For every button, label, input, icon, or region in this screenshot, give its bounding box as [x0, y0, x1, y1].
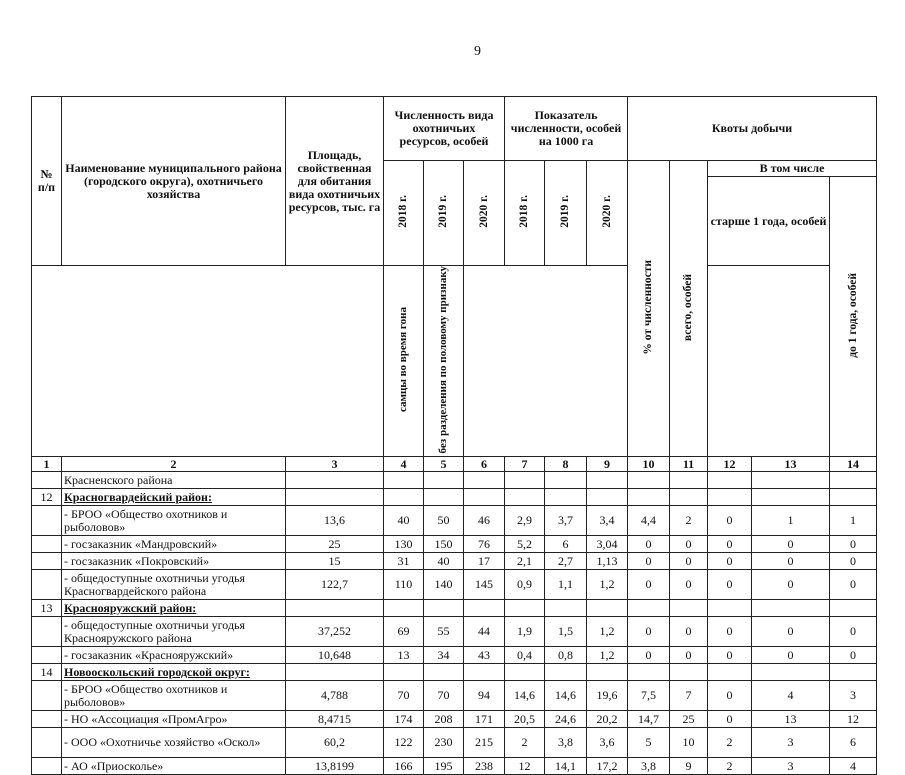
- cell-col-5: 150: [424, 536, 464, 553]
- cell-col-10: 14,7: [628, 711, 670, 728]
- header-dens-2018: 2018 г.: [505, 161, 545, 266]
- cell-col-4: 174: [384, 711, 424, 728]
- hunting-ground-name: - БРОО «Общество охотников и рыболовов»: [62, 506, 286, 536]
- column-number-13: 13: [752, 457, 830, 472]
- page-number: 9: [474, 44, 481, 59]
- cell-col-10: [628, 472, 670, 489]
- cell-col-8: 14,1: [545, 758, 587, 775]
- table-row: [32, 472, 877, 489]
- row-number: [32, 472, 62, 489]
- column-number-9: 9: [587, 457, 628, 472]
- table-row: [32, 553, 877, 570]
- header-pop-2020: 2020 г.: [464, 161, 505, 266]
- cell-col-8: 14,6: [545, 681, 587, 711]
- cell-col-5: 55: [424, 617, 464, 647]
- cell-col-14: 1: [830, 506, 877, 536]
- header-no-sex: без разделения по половому признаку: [424, 266, 464, 457]
- table-row: [32, 536, 877, 553]
- cell-col-6: 44: [464, 617, 505, 647]
- cell-col-14: [830, 472, 877, 489]
- cell-col-13: 0: [752, 570, 830, 600]
- cell-col-12: 2: [708, 758, 752, 775]
- cell-col-5: 140: [424, 570, 464, 600]
- cell-col-14: [830, 600, 877, 617]
- cell-col-9: 19,6: [587, 681, 628, 711]
- column-number-4: 4: [384, 457, 424, 472]
- cell-col-7: 14,6: [505, 681, 545, 711]
- column-number-10: 10: [628, 457, 670, 472]
- hunting-ground-name: - ООО «Охотничье хозяйство «Оскол»: [62, 728, 286, 758]
- cell-col-4: 13: [384, 647, 424, 664]
- cell-col-6: [464, 664, 505, 681]
- cell-col-4: 122: [384, 728, 424, 758]
- header-num: № п/п: [32, 97, 62, 266]
- cell-col-9: 17,2: [587, 758, 628, 775]
- district-name: Краснояружский район:: [62, 600, 286, 617]
- cell-col-5: 230: [424, 728, 464, 758]
- column-number-2: 2: [62, 457, 286, 472]
- cell-col-6: [464, 600, 505, 617]
- cell-col-12: 0: [708, 536, 752, 553]
- cell-col-13: 4: [752, 681, 830, 711]
- row-number: [32, 553, 62, 570]
- cell-col-7: 5,2: [505, 536, 545, 553]
- cell-col-3: 25: [286, 536, 384, 553]
- cell-col-14: [830, 664, 877, 681]
- cell-col-13: 0: [752, 536, 830, 553]
- cell-col-14: 0: [830, 570, 877, 600]
- cell-col-4: [384, 600, 424, 617]
- hunting-ground-name: - общедоступные охотничьи угодья Красногвардейского района: [62, 570, 286, 600]
- header-pct: % от численности: [628, 161, 670, 457]
- cell-col-13: 0: [752, 617, 830, 647]
- cell-col-10: 0: [628, 536, 670, 553]
- column-number-11: 11: [670, 457, 708, 472]
- district-row: [32, 664, 877, 681]
- cell-col-7: 2,1: [505, 553, 545, 570]
- cell-col-6: [464, 489, 505, 506]
- cell-col-5: 40: [424, 553, 464, 570]
- column-number-8: 8: [545, 457, 587, 472]
- cell-col-8: [545, 489, 587, 506]
- cell-col-4: [384, 664, 424, 681]
- cell-col-8: 2,7: [545, 553, 587, 570]
- header-dens-2019: 2019 г.: [545, 161, 587, 266]
- row-number: [32, 758, 62, 775]
- cell-col-7: [505, 664, 545, 681]
- cell-col-10: 5: [628, 728, 670, 758]
- header-including: В том числе: [708, 161, 877, 177]
- cell-col-6: [464, 472, 505, 489]
- cell-col-14: 0: [830, 553, 877, 570]
- cell-col-3: [286, 489, 384, 506]
- row-number: 12: [32, 489, 62, 506]
- row-number: 13: [32, 600, 62, 617]
- cell-col-6: 17: [464, 553, 505, 570]
- cell-col-6: 215: [464, 728, 505, 758]
- hunting-ground-name: - БРОО «Общество охотников и рыболовов»: [62, 681, 286, 711]
- cell-col-5: 70: [424, 681, 464, 711]
- table-row: [32, 506, 877, 536]
- header-area: Площадь, свойственная для обитания вида охотничьих ресурсов, тыс. га: [286, 97, 384, 266]
- cell-col-12: 0: [708, 711, 752, 728]
- cell-col-14: [830, 489, 877, 506]
- cell-col-8: 0,8: [545, 647, 587, 664]
- cell-col-7: [505, 600, 545, 617]
- cell-col-10: 0: [628, 553, 670, 570]
- cell-col-6: 238: [464, 758, 505, 775]
- cell-col-7: 0,4: [505, 647, 545, 664]
- cell-col-5: 50: [424, 506, 464, 536]
- table-row: [32, 728, 877, 758]
- cell-col-10: [628, 489, 670, 506]
- cell-col-9: 1,2: [587, 617, 628, 647]
- cell-col-11: 0: [670, 536, 708, 553]
- cell-col-14: 0: [830, 617, 877, 647]
- cell-col-8: [545, 472, 587, 489]
- cell-col-10: [628, 600, 670, 617]
- header-total: всего, особей: [670, 161, 708, 457]
- header-quotas: Квоты добычи: [628, 97, 877, 161]
- column-number-6: 6: [464, 457, 505, 472]
- cell-col-7: 2: [505, 728, 545, 758]
- cell-col-5: [424, 664, 464, 681]
- column-number-3: 3: [286, 457, 384, 472]
- cell-col-4: 110: [384, 570, 424, 600]
- hunting-ground-name: - АО «Приосколье»: [62, 758, 286, 775]
- cell-col-14: 3: [830, 681, 877, 711]
- cell-col-7: 20,5: [505, 711, 545, 728]
- cell-col-12: 2: [708, 728, 752, 758]
- cell-col-5: [424, 600, 464, 617]
- cell-col-3: 10,648: [286, 647, 384, 664]
- district-name: Новооскольский городской округ:: [62, 664, 286, 681]
- cell-col-12: [708, 489, 752, 506]
- cell-col-11: 9: [670, 758, 708, 775]
- cell-col-9: [587, 472, 628, 489]
- table-row: [32, 570, 877, 600]
- cell-col-4: [384, 472, 424, 489]
- header-pop-2018: 2018 г.: [384, 161, 424, 266]
- hunting-ground-name: Красненского района: [62, 472, 286, 489]
- cell-col-9: [587, 489, 628, 506]
- cell-col-3: 15: [286, 553, 384, 570]
- cell-col-4: 40: [384, 506, 424, 536]
- table-row: [32, 647, 877, 664]
- table-row: [32, 711, 877, 728]
- header-under-one: до 1 года, особей: [830, 177, 877, 457]
- cell-col-6: 76: [464, 536, 505, 553]
- cell-col-13: [752, 472, 830, 489]
- cell-col-7: [505, 489, 545, 506]
- cell-col-12: 0: [708, 570, 752, 600]
- cell-col-14: 12: [830, 711, 877, 728]
- cell-col-11: 10: [670, 728, 708, 758]
- cell-col-3: 4,788: [286, 681, 384, 711]
- cell-col-12: 0: [708, 681, 752, 711]
- cell-col-9: 3,4: [587, 506, 628, 536]
- cell-col-9: 1,2: [587, 570, 628, 600]
- cell-col-8: 1,5: [545, 617, 587, 647]
- header-population: Численность вида охотничьих ресурсов, особей: [384, 97, 505, 161]
- cell-col-13: 3: [752, 728, 830, 758]
- cell-col-10: 0: [628, 617, 670, 647]
- header-name: Наименование муниципального района (городского округа), охотничьего хозяйства: [62, 97, 286, 266]
- header-males: самцы во время гона: [384, 266, 424, 457]
- cell-col-11: [670, 489, 708, 506]
- cell-col-5: 208: [424, 711, 464, 728]
- cell-col-12: 0: [708, 553, 752, 570]
- cell-col-11: 0: [670, 553, 708, 570]
- column-number-1: 1: [32, 457, 62, 472]
- cell-col-11: 0: [670, 570, 708, 600]
- cell-col-7: 1,9: [505, 617, 545, 647]
- row-number: [32, 647, 62, 664]
- cell-col-5: [424, 489, 464, 506]
- cell-col-3: [286, 600, 384, 617]
- cell-col-7: 12: [505, 758, 545, 775]
- cell-col-6: 171: [464, 711, 505, 728]
- hunting-quota-table: [31, 96, 877, 775]
- cell-col-8: 1,1: [545, 570, 587, 600]
- cell-col-12: 0: [708, 617, 752, 647]
- cell-col-11: 0: [670, 617, 708, 647]
- column-number-row: [32, 457, 877, 472]
- hunting-ground-name: - госзаказник «Мандровский»: [62, 536, 286, 553]
- cell-col-12: [708, 600, 752, 617]
- hunting-ground-name: - госзаказник «Покровский»: [62, 553, 286, 570]
- cell-col-4: [384, 489, 424, 506]
- cell-col-5: 195: [424, 758, 464, 775]
- cell-col-11: 0: [670, 647, 708, 664]
- cell-col-10: [628, 664, 670, 681]
- cell-col-4: 69: [384, 617, 424, 647]
- table-row: [32, 681, 877, 711]
- district-name: Красногвардейский район:: [62, 489, 286, 506]
- header-dens-2020: 2020 г.: [587, 161, 628, 266]
- cell-col-13: [752, 489, 830, 506]
- cell-col-9: 1,2: [587, 647, 628, 664]
- column-number-12: 12: [708, 457, 752, 472]
- cell-col-3: 13,6: [286, 506, 384, 536]
- cell-col-13: 0: [752, 647, 830, 664]
- cell-col-12: 0: [708, 647, 752, 664]
- cell-col-9: 1,13: [587, 553, 628, 570]
- cell-col-10: 0: [628, 647, 670, 664]
- header-over-one-year: старше 1 года, особей: [708, 177, 830, 266]
- row-number: [32, 570, 62, 600]
- hunting-ground-name: - госзаказник «Краснояружский»: [62, 647, 286, 664]
- cell-col-11: 7: [670, 681, 708, 711]
- row-number: [32, 506, 62, 536]
- row-number: [32, 617, 62, 647]
- header-pop-2019: 2019 г.: [424, 161, 464, 266]
- row-number: [32, 536, 62, 553]
- column-number-7: 7: [505, 457, 545, 472]
- cell-col-8: 6: [545, 536, 587, 553]
- cell-col-11: 25: [670, 711, 708, 728]
- row-number: 14: [32, 664, 62, 681]
- cell-col-14: 0: [830, 647, 877, 664]
- table-body: [32, 472, 877, 775]
- cell-col-6: 46: [464, 506, 505, 536]
- cell-col-3: [286, 472, 384, 489]
- cell-col-10: 0: [628, 570, 670, 600]
- row-number: [32, 728, 62, 758]
- cell-col-3: 13,8199: [286, 758, 384, 775]
- cell-col-11: 2: [670, 506, 708, 536]
- cell-col-7: [505, 472, 545, 489]
- cell-col-3: 60,2: [286, 728, 384, 758]
- cell-col-8: [545, 600, 587, 617]
- cell-col-3: [286, 664, 384, 681]
- cell-col-8: 3,7: [545, 506, 587, 536]
- district-row: [32, 600, 877, 617]
- cell-col-6: 94: [464, 681, 505, 711]
- cell-col-11: [670, 472, 708, 489]
- cell-col-8: 3,8: [545, 728, 587, 758]
- cell-col-9: 3,6: [587, 728, 628, 758]
- cell-col-8: [545, 664, 587, 681]
- cell-col-14: 0: [830, 536, 877, 553]
- table-row: [32, 758, 877, 775]
- cell-col-4: 70: [384, 681, 424, 711]
- cell-col-12: 0: [708, 506, 752, 536]
- cell-col-9: [587, 600, 628, 617]
- cell-col-5: [424, 472, 464, 489]
- column-number-5: 5: [424, 457, 464, 472]
- cell-col-3: 8,4715: [286, 711, 384, 728]
- cell-col-10: 7,5: [628, 681, 670, 711]
- cell-col-7: 2,9: [505, 506, 545, 536]
- cell-col-12: [708, 472, 752, 489]
- district-row: [32, 489, 877, 506]
- cell-col-14: 6: [830, 728, 877, 758]
- cell-col-13: 0: [752, 553, 830, 570]
- cell-col-13: 3: [752, 758, 830, 775]
- cell-col-9: 20,2: [587, 711, 628, 728]
- row-number: [32, 711, 62, 728]
- cell-col-6: 43: [464, 647, 505, 664]
- cell-col-5: 34: [424, 647, 464, 664]
- cell-col-4: 130: [384, 536, 424, 553]
- cell-col-6: 145: [464, 570, 505, 600]
- hunting-ground-name: - НО «Ассоциация «ПромАгро»: [62, 711, 286, 728]
- cell-col-10: 4,4: [628, 506, 670, 536]
- cell-col-3: 122,7: [286, 570, 384, 600]
- cell-col-11: [670, 600, 708, 617]
- cell-col-7: 0,9: [505, 570, 545, 600]
- cell-col-13: 13: [752, 711, 830, 728]
- cell-col-10: 3,8: [628, 758, 670, 775]
- cell-col-13: 1: [752, 506, 830, 536]
- cell-col-11: [670, 664, 708, 681]
- cell-col-8: 24,6: [545, 711, 587, 728]
- header-density: Показатель численности, особей на 1000 га: [505, 97, 628, 161]
- cell-col-14: 4: [830, 758, 877, 775]
- cell-col-4: 166: [384, 758, 424, 775]
- cell-col-9: [587, 664, 628, 681]
- cell-col-12: [708, 664, 752, 681]
- cell-col-13: [752, 600, 830, 617]
- cell-col-9: 3,04: [587, 536, 628, 553]
- cell-col-13: [752, 664, 830, 681]
- cell-col-4: 31: [384, 553, 424, 570]
- row-number: [32, 681, 62, 711]
- cell-col-3: 37,252: [286, 617, 384, 647]
- column-number-14: 14: [830, 457, 877, 472]
- hunting-ground-name: - общедоступные охотничьи угодья Краснояружского района: [62, 617, 286, 647]
- table-row: [32, 617, 877, 647]
- header-spacer: [32, 266, 384, 457]
